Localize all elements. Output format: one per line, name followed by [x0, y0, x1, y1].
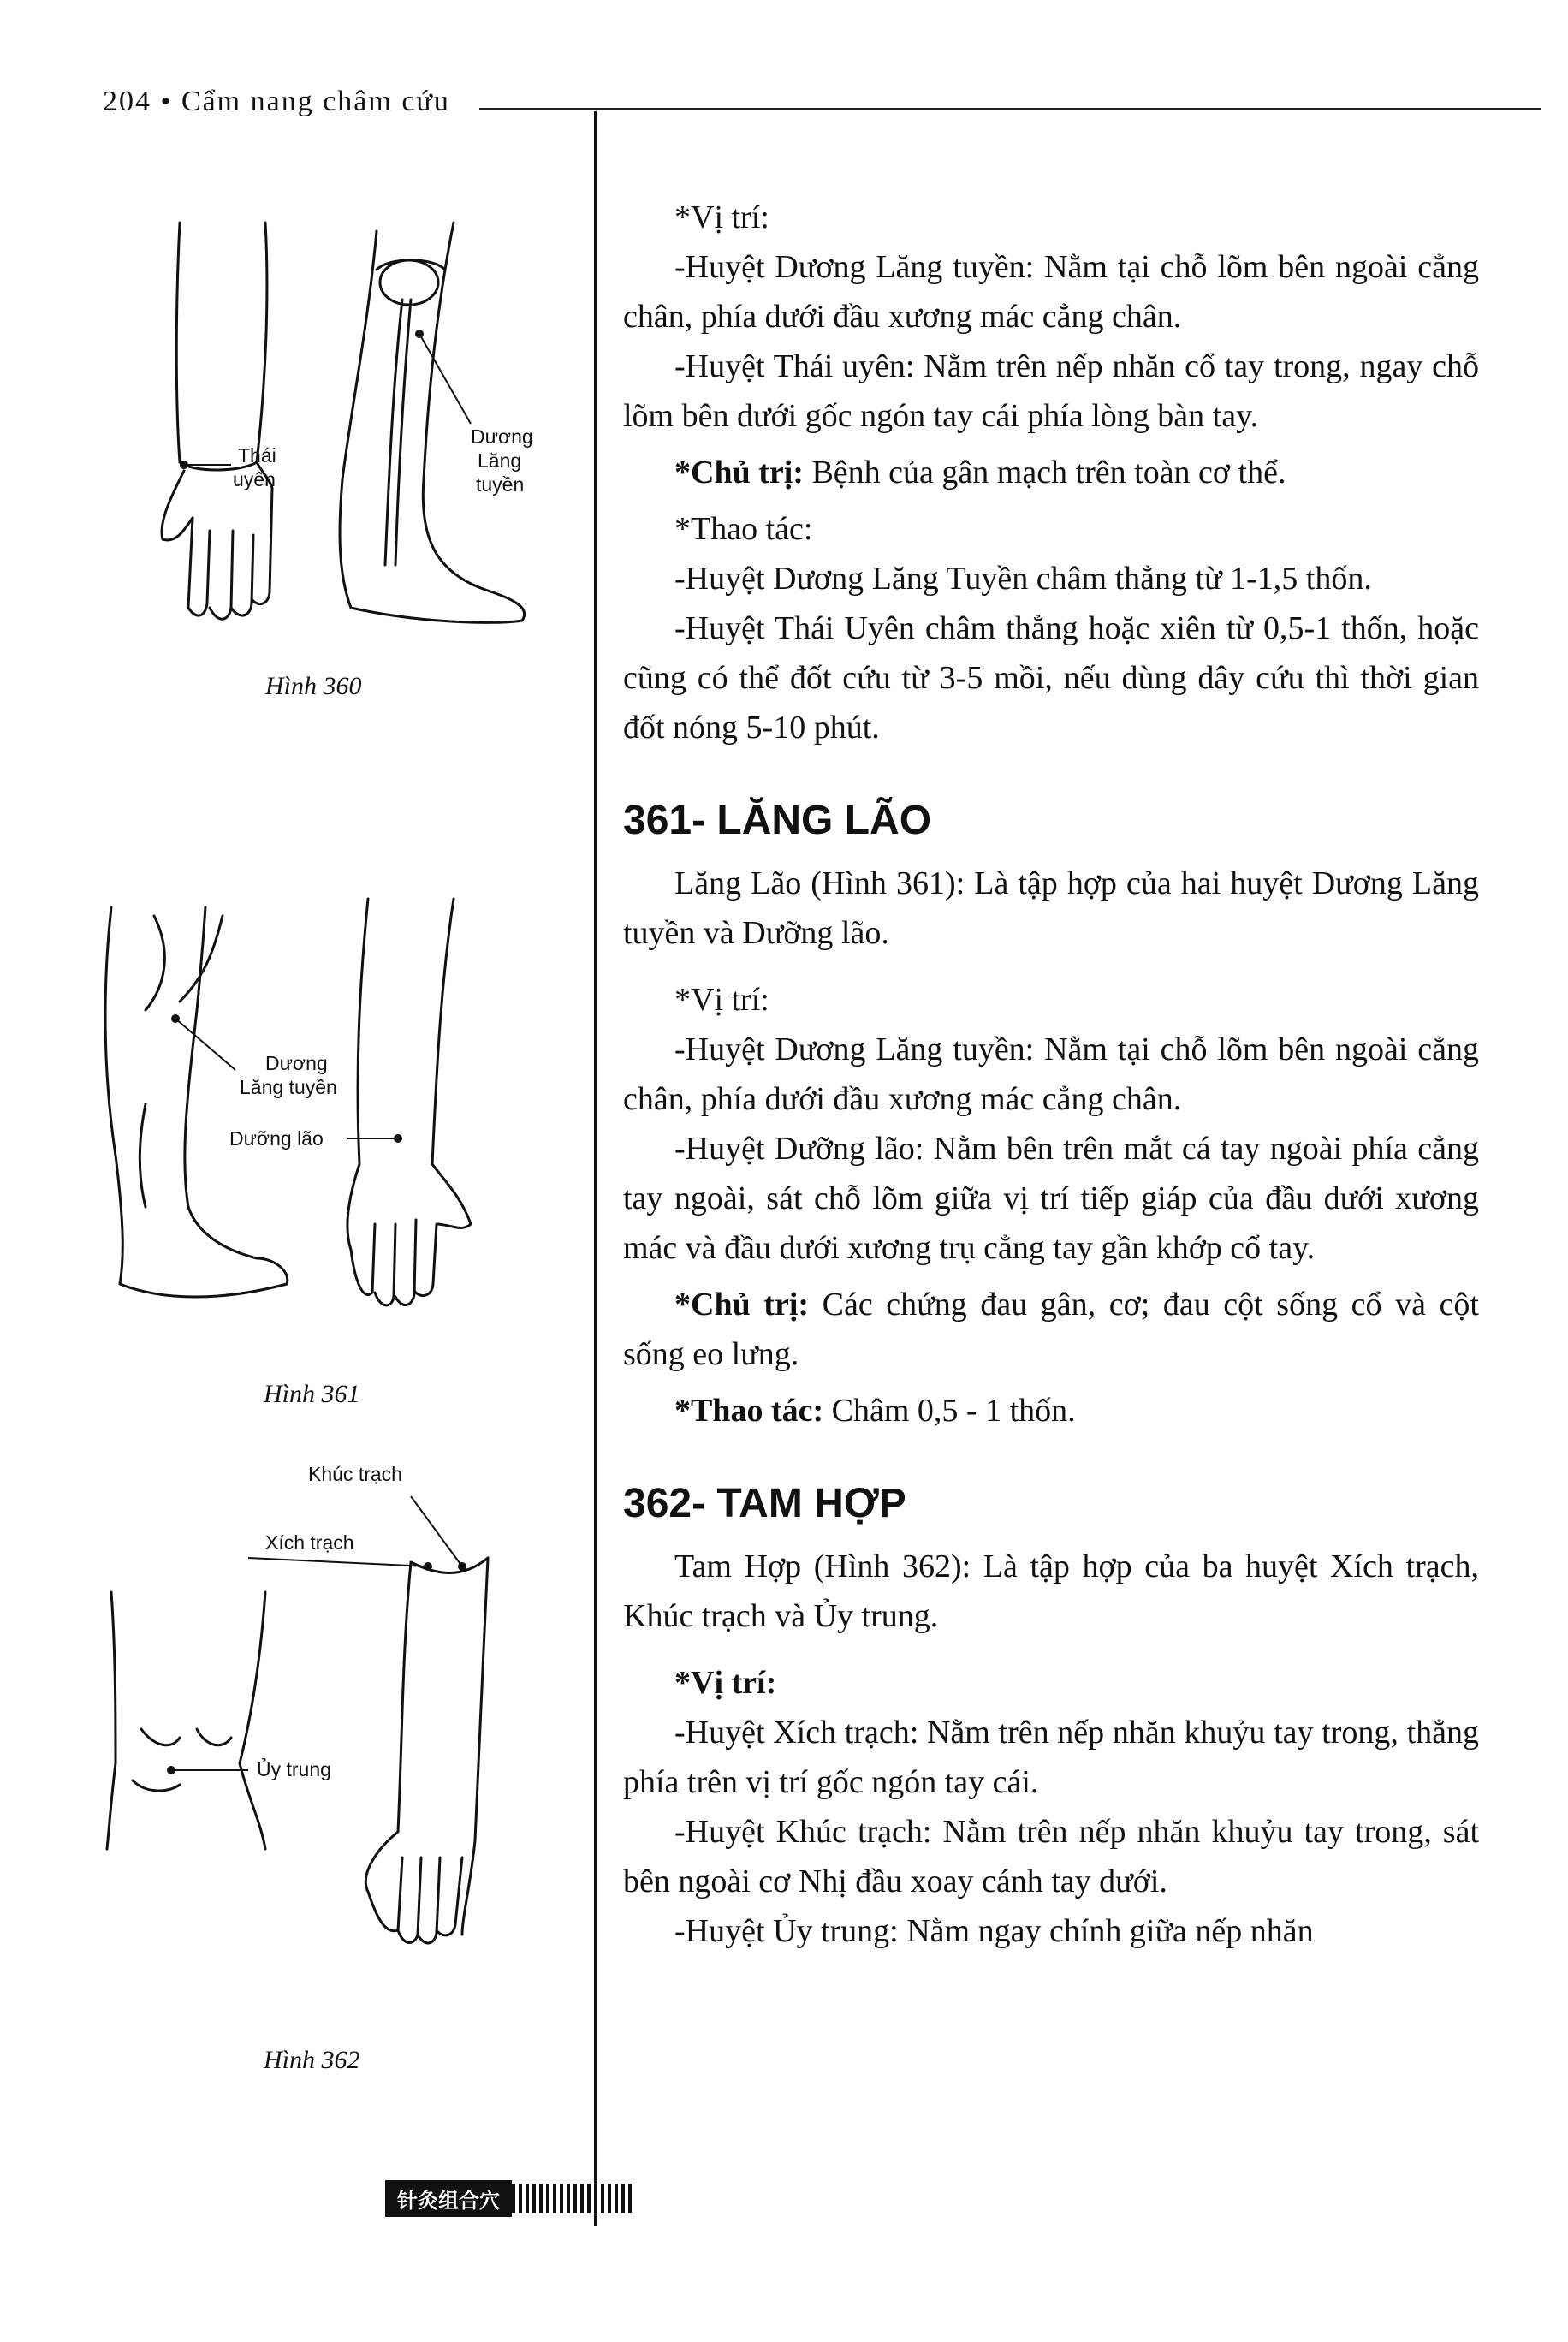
s360-chutri-label: *Chủ trị:: [674, 455, 804, 490]
figure-362: [94, 1455, 573, 2054]
s360-chutri-text: Bệnh của gân mạch trên toàn cơ thể.: [803, 455, 1286, 490]
hand-361-finger-1: [351, 1224, 375, 1295]
arm-361-front: [432, 899, 471, 1224]
leg-361-muscle: [146, 916, 164, 1010]
arm-361-back: [347, 899, 368, 1250]
knee-cap: [380, 260, 438, 305]
s360-vitri-2: -Huyệt Thái uyên: Nằm trên nếp nhăn cổ tay trong, ngay chỗ lõm bên dưới gốc ngón tay cái phía lòng bàn tay.: [623, 348, 1479, 434]
s362-vitri-1: -Huyệt Xích trạch: Nằm trên nếp nhăn khuỷu tay trong, thẳng phía trên vị trí gốc ngón tay cái.: [623, 1715, 1479, 1800]
s361-thaotac: [623, 1386, 1479, 1436]
fibula-line: [385, 300, 402, 565]
footer-tag: 针灸组合穴: [385, 2180, 512, 2217]
hand-361-finger-2: [375, 1224, 395, 1305]
khuc-trach-point: [459, 1563, 466, 1570]
arm-362-front: [462, 1558, 488, 1935]
leg-361-outline: [105, 907, 288, 1297]
label-duong: Dương: [471, 425, 533, 448]
xich-trach-pointer: [248, 1558, 428, 1566]
label-duong-361: Dương: [265, 1052, 328, 1074]
duong-lang-tuyen-point-361: [172, 1015, 179, 1022]
illustrations-column: [94, 171, 573, 2183]
s362-intro: Tam Hợp (Hình 362): Là tập hợp của ba huyệt Xích trạch, Khúc trạch và Ủy trung.: [623, 1548, 1479, 1634]
s360-vitri-1: -Huyệt Dương Lăng tuyền: Nằm tại chỗ lõm bên ngoài cẳng chân, phía dưới đầu xương mác cẳng chân.: [623, 249, 1479, 335]
thumb-outline: [162, 471, 193, 540]
duong-lang-tuyen-point-360: [416, 330, 423, 337]
knee-362-crease-3: [133, 1780, 180, 1791]
figure-360: [94, 205, 573, 685]
book-title: Cẩm nang châm cứu: [181, 86, 450, 117]
s361-vitri-heading: *Vị trí:: [674, 982, 769, 1018]
figure-362-caption: Hình 362: [264, 2046, 360, 2074]
arm-outline-right: [257, 223, 267, 462]
s360-chutri: [623, 448, 1479, 497]
finger-2: [210, 531, 233, 619]
header-rule: [479, 108, 1541, 110]
khuc-trach-pointer: [411, 1496, 462, 1566]
page-number: 204: [103, 86, 151, 117]
s360-vitri-heading: *Vị trí:: [674, 199, 769, 235]
figure-360-caption: Hình 360: [265, 672, 362, 700]
arm-outline-left: [176, 223, 180, 462]
running-head: [103, 86, 450, 118]
s361-vitri-2: -Huyệt Dưỡng lão: Nằm bên trên mắt cá tay ngoài phía cẳng tay ngoài, sát chỗ lõm giữa vị trí tiếp giáp của đầu dưới xương mác và đầu dưới xương trụ cẳng tay gần khớp cổ tay.: [623, 1131, 1479, 1266]
section-361-title: 361- LĂNG LÃO: [623, 798, 932, 843]
s362-vitri-2: -Huyệt Khúc trạch: Nằm trên nếp nhăn khuỷu tay trong, sát bên ngoài cơ Nhị đầu xoay cánh tay dưới.: [623, 1814, 1479, 1899]
hand-362-finger-1: [368, 1858, 402, 1931]
xich-trach-point: [425, 1563, 431, 1570]
s360-thaotac-1: -Huyệt Dương Lăng Tuyền châm thẳng từ 1-1,5 thốn.: [674, 561, 1372, 597]
s361-chutri-text: Các chứng đau gân, cơ; đau cột sống cổ và cột sống eo lưng.: [623, 1287, 1479, 1372]
figure-360-drawing: [94, 205, 573, 685]
hand-361-finger-4: [414, 1224, 471, 1296]
s361-chutri: [623, 1280, 1479, 1379]
uy-trung-point: [168, 1767, 175, 1774]
label-duong-lao: Dưỡng lão: [229, 1127, 324, 1150]
leg-outline-back: [340, 231, 377, 608]
figure-362-drawing: [94, 1455, 573, 2054]
footer-strip: [385, 2181, 632, 2215]
label-uyen: uyên: [233, 468, 276, 490]
s362-vitri-heading: *Vị trí:: [674, 1665, 777, 1701]
knee-362-crease-1: [141, 1729, 180, 1745]
s360-thaotac-2: -Huyệt Thái Uyên châm thẳng hoặc xiên từ 0,5-1 thốn, hoặc cũng có thể đốt cứu từ 3-5 mồi, nếu dùng dây cứu thì thời gian đốt nóng 5-10 phút.: [623, 610, 1479, 746]
thai-uyen-point: [181, 461, 187, 468]
duong-lang-tuyen-pointer-361: [175, 1019, 235, 1070]
label-tuyen: tuyền: [476, 473, 525, 496]
label-xich-trach: Xích trạch: [265, 1531, 354, 1554]
s361-intro: Lăng Lão (Hình 361): Là tập hợp của hai huyệt Dương Lăng tuyền và Dưỡng lão.: [623, 865, 1479, 951]
footer-smudge: [512, 2184, 632, 2213]
finger-1: [188, 518, 210, 615]
label-lang: Lăng: [478, 449, 522, 472]
s361-thaotac-label: *Thao tác:: [674, 1393, 824, 1429]
knee-362-outline-1: [107, 1592, 116, 1849]
s362-vitri-3: -Huyệt Ủy trung: Nằm ngay chính giữa nếp nhăn: [674, 1913, 1314, 1949]
s360-thaotac-heading: *Thao tác:: [674, 511, 813, 547]
figure-361-caption: Hình 361: [264, 1380, 360, 1408]
label-uy-trung: Ủy trung: [257, 1758, 331, 1780]
text-column: [623, 193, 1479, 1956]
column-divider: [594, 111, 597, 2226]
finger-3: [231, 535, 253, 615]
s361-vitri-1: -Huyệt Dương Lăng tuyền: Nằm tại chỗ lõm bên ngoài cẳng chân, phía dưới đầu xương mác cẳng chân.: [623, 1031, 1479, 1117]
s361-chutri-label: *Chủ trị:: [674, 1287, 810, 1323]
leg-361-shin: [140, 1104, 146, 1207]
duong-lao-point: [395, 1135, 401, 1142]
s361-thaotac-text: Châm 0,5 - 1 thốn.: [823, 1393, 1076, 1429]
knee-362-crease-2: [197, 1729, 231, 1745]
section-362-title: 362- TAM HỢP: [623, 1481, 906, 1526]
figure-361-drawing: [94, 882, 573, 1361]
label-khuc-trach: Khúc trạch: [308, 1463, 402, 1485]
hand-361-finger-3: [395, 1220, 416, 1305]
knee-362-outline-2: [240, 1592, 265, 1849]
label-thai: Thái: [238, 444, 276, 467]
label-lang-tuyen-361: Lăng tuyền: [240, 1076, 337, 1098]
arm-362-back: [365, 1562, 411, 1892]
header-bullet: •: [160, 86, 173, 117]
figure-361: [94, 882, 573, 1361]
